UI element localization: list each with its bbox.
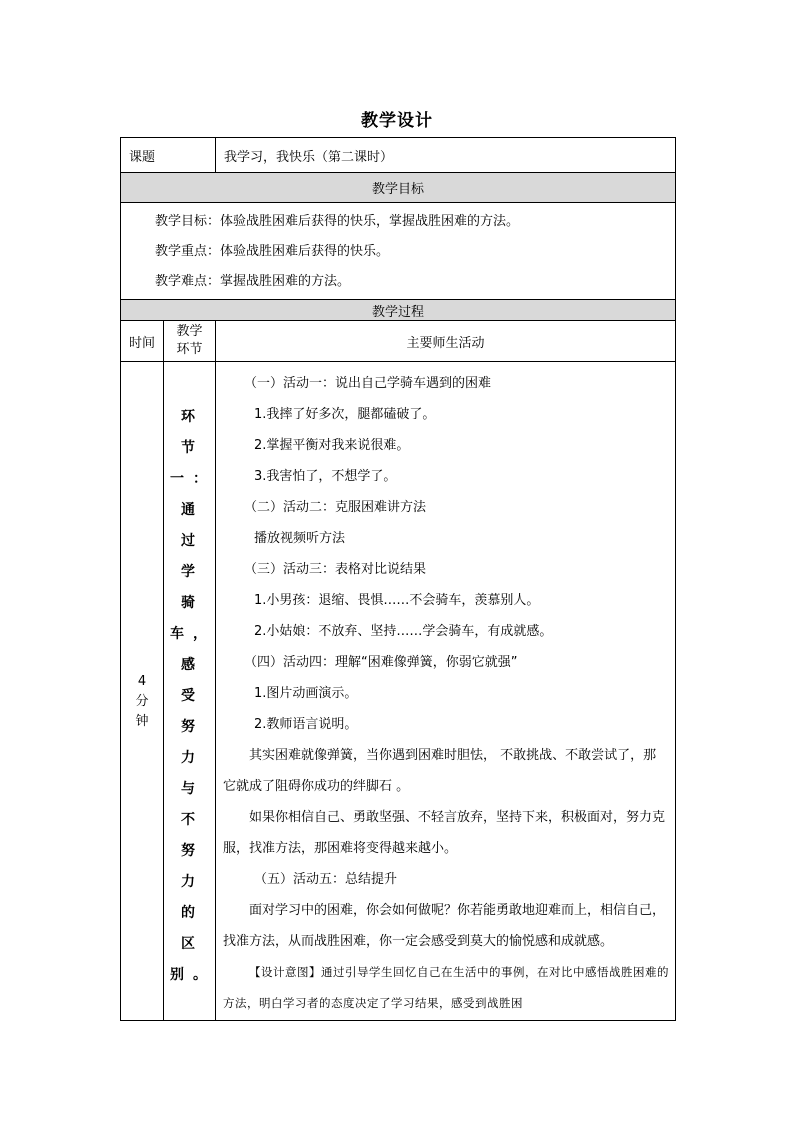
activity-item: 2.掌握平衡对我来说很难。 (254, 438, 410, 453)
goals-row (121, 203, 676, 300)
activity-heading: （三）活动三：表格对比说结果 (244, 562, 427, 577)
stage-line: 环节 (181, 409, 204, 456)
document-title: 教学设计 (361, 111, 433, 131)
activity-heading: （一）活动一：说出自己学骑车遇到的困难 (244, 376, 492, 391)
stage-line: 的区 (181, 905, 204, 952)
activity-item: 2.教师语言说明。 (254, 717, 358, 732)
activity-item: 播放视频听方法 (254, 531, 346, 546)
stage-line: 学骑 (181, 564, 204, 611)
stage-line: 一： (170, 471, 216, 487)
stage-line: 努力 (181, 843, 204, 890)
process-row (121, 362, 676, 1021)
goal-key-point: 教学重点：体验战胜困难后获得的快乐。 (155, 244, 390, 259)
activity-paragraph: 面对学习中的困难，你会如何做呢？你若能勇敢地迎难而上，相信自己，找准方法，从而战胜困难，你一定会感受到莫大的愉悦感和成就感。 (223, 903, 666, 949)
stage-line: 通过 (181, 502, 204, 549)
stage-line: 别。 (170, 967, 216, 983)
activity-heading: （二）活动二：克服困难讲方法 (244, 500, 427, 515)
goals-cell (121, 203, 676, 300)
time-line: 钟 (135, 714, 149, 729)
activity-item: 3.我害怕了，不想学了。 (254, 469, 397, 484)
time-cell (121, 362, 164, 1021)
activity-item: 1.我摔了好多次，腿都磕破了。 (254, 407, 436, 422)
activity-heading: （五）活动五：总结提升 (254, 872, 398, 887)
header-stage-line2: 环节 (176, 342, 203, 357)
time-line: 分 (135, 694, 149, 709)
stage-line: 感受 (181, 657, 204, 704)
activity-content (223, 368, 669, 1020)
time-line: 4 (137, 674, 147, 689)
activity-cell (216, 362, 676, 1021)
activity-item: 1.图片动画演示。 (254, 686, 358, 701)
process-header-row (121, 321, 676, 362)
goals-section-heading: 教学目标 (121, 173, 676, 203)
stage-cell (164, 362, 216, 1021)
goal-difficulty: 教学难点：掌握战胜困难的方法。 (155, 274, 351, 289)
topic-label: 课题 (121, 138, 216, 173)
header-stage (164, 321, 216, 362)
goals-section-row (121, 173, 676, 203)
activity-paragraph: 如果你相信自己、勇敢坚强、不轻言放弃，坚持下来，积极面对，努力克服，找准方法，那困难将变得越来越小。 (223, 810, 666, 856)
process-section-row (121, 300, 676, 321)
goal-objective: 教学目标：体验战胜困难后获得的快乐，掌握战胜困难的方法。 (155, 214, 520, 229)
activity-heading: （四）活动四：理解“困难像弹簧，你弱它就强” (244, 655, 518, 670)
stage-line: 车， (170, 626, 216, 642)
stage-line: 努力 (181, 719, 204, 766)
activity-item: 2.小姑娘：不放弃、坚持……学会骑车，有成就感。 (254, 624, 553, 639)
header-stage-line1: 教学 (176, 324, 203, 339)
design-intent-note: 【设计意图】通过引导学生回忆自己在生活中的事例，在对比中感悟战胜困难的方法，明白学习者的态度决定了学习结果，感受到战胜困 (223, 965, 670, 1010)
stage-line: 与不 (181, 781, 204, 828)
process-section-heading: 教学过程 (121, 300, 676, 321)
topic-row (121, 138, 676, 173)
activity-item: 1.小男孩：退缩、畏惧……不会骑车，羡慕别人。 (254, 593, 540, 608)
header-activity: 主要师生活动 (216, 321, 676, 362)
lesson-plan-table (120, 137, 676, 1021)
activity-paragraph: 其实困难就像弹簧，当你遇到困难时胆怯， 不敢挑战、不敢尝试了，那它就成了阻碍你成功的绊脚石 。 (223, 748, 657, 794)
header-time: 时间 (121, 321, 164, 362)
topic-value: 我学习，我快乐（第二课时） (216, 138, 676, 173)
